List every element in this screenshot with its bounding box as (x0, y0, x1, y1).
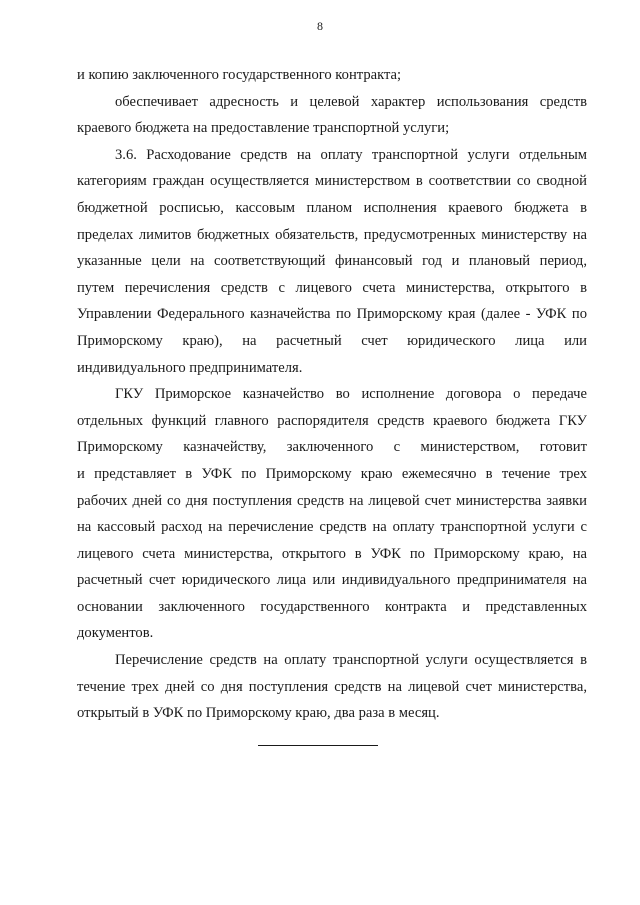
paragraph-transfer-schedule (77, 647, 587, 727)
paragraph-line: путем перечисления средств с лицевого счета министерства, открытого в (77, 279, 587, 296)
paragraph-line: и представляет в УФК по Приморскому краю ежемесячно в течение трех (77, 465, 587, 482)
paragraph-line: лицевого счета министерства, открытого в УФК по Приморскому краю, на (77, 545, 587, 562)
paragraph-line: расчетный счет юридического лица или индивидуального предпринимателя на (77, 572, 587, 589)
paragraph-line: пределах лимитов бюджетных обязательств, предусмотренных министерству на (77, 226, 587, 243)
paragraph-line: бюджетной росписью, кассовым планом исполнения краевого бюджета в (77, 199, 587, 216)
paragraph-line: категориям граждан осуществляется министерством в соответствии со сводной (77, 173, 587, 190)
paragraph-line: на кассовый расход на перечисление средств на оплату транспортной услуги с (77, 519, 587, 536)
paragraph-line: индивидуального предпринимателя. (77, 359, 303, 376)
paragraph-line: Приморскому краю), на расчетный счет юридического лица или (77, 332, 587, 349)
paragraph-treasury (77, 381, 587, 647)
paragraph-line: отдельных функций главного распорядителя средств краевого бюджета ГКУ (77, 412, 587, 429)
document-body (77, 62, 587, 727)
paragraph-contract-copy (77, 62, 587, 89)
paragraph-line: основании заключенного государственного контракта и представленных (77, 598, 587, 615)
paragraph-line: ГКУ Приморское казначейство во исполнение договора о передаче (115, 386, 587, 403)
paragraph-clause-3-6 (77, 142, 587, 381)
end-divider-line (258, 745, 378, 746)
paragraph-line: течение трех дней со дня поступления средств на лицевой счет министерства, (77, 678, 587, 695)
paragraph-line: краевого бюджета на предоставление транспортной услуги; (77, 120, 450, 137)
paragraph-line: и копию заключенного государственного контракта; (77, 67, 402, 83)
paragraph-line: Управлении Федерального казначейства по Приморскому края (далее - УФК по (77, 306, 587, 323)
paragraph-line: Приморскому казначейству, заключенного с министерством, готовит (77, 439, 587, 456)
paragraph-line: рабочих дней со дня поступления средств на лицевой счет министерства заявки (77, 492, 587, 509)
paragraph-line: 3.6. Расходование средств на оплату транспортной услуги отдельным (115, 146, 587, 163)
paragraph-line: указанные цели на соответствующий финансовый год и плановый период, (77, 253, 587, 270)
paragraph-line: обеспечивает адресность и целевой характер использования средств (115, 93, 587, 110)
paragraph-line: Перечисление средств на оплату транспортной услуги осуществляется в (115, 652, 587, 669)
paragraph-targeted-use (77, 89, 587, 142)
paragraph-line: открытый в УФК по Приморскому краю, два раза в месяц. (77, 705, 440, 722)
paragraph-line: документов. (77, 625, 154, 642)
page-number: 8 (317, 19, 323, 33)
